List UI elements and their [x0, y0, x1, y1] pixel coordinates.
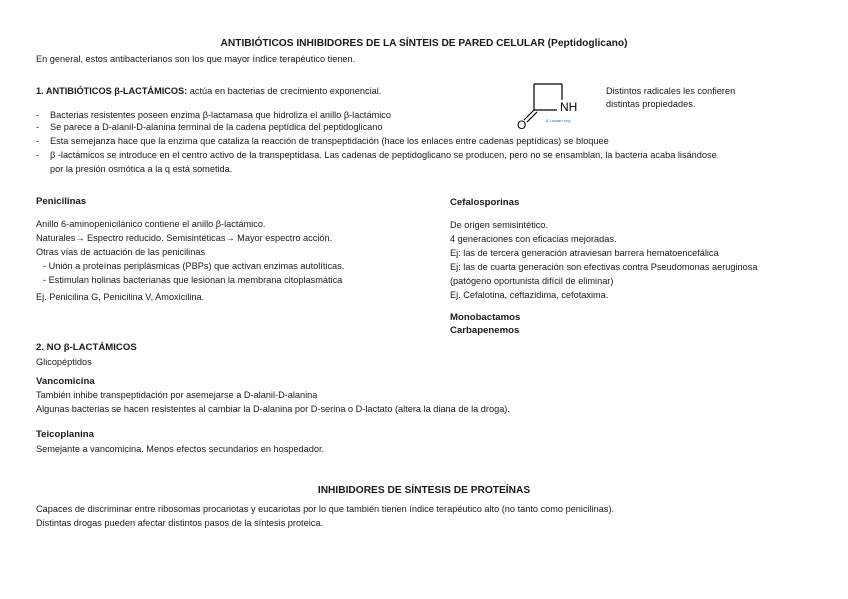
radicals-note-line: Distintos radicales les confieren — [606, 86, 736, 96]
bullet-text: Esta semejanza hace que la enzima que cataliza la reacción de transpeptidación (hace los enlaces entre cadenas peptídicas) se bloquee — [50, 136, 609, 146]
structure-caption: β-Lactam ring — [546, 118, 571, 123]
proteinas-title: INHIBIDORES DE SÍNTESIS DE PROTEÍNAS — [317, 485, 531, 496]
vancomicina-block — [36, 389, 510, 417]
proteinas-line: Capaces de discriminar entre ribosomas procariotas y eucariotas por lo que también tienen índice terapéutico alto (no tanto como penicilinas). — [36, 504, 615, 514]
cefalosporinas-block — [450, 219, 757, 303]
bullet-marker: - — [36, 110, 40, 120]
penicilinas-line: Anillo 6-aminopenicilánico contiene el anillo β-lactámico. — [36, 219, 266, 229]
vancomicina-line: También inhibe transpeptidación por asemejarse a D-alanil-D-alanina — [36, 390, 318, 400]
proteinas-block — [36, 503, 614, 531]
intro-text: En general, estos antibacterianos son los que mayor índice terapéutico tienen. — [36, 54, 356, 64]
bullet-text: por la presión osmótica a la q está sometida. — [50, 164, 233, 174]
bullet-text: β -lactámicos se introduce en el centro activo de la transpeptidasa. Las cadenas de peptidoglicano se producen, pero no se ensamblan, la bacteria acaba lisándose — [50, 150, 717, 160]
vancomicina-heading: Vancomicina — [36, 376, 95, 387]
oxygen-label: O — [517, 118, 527, 132]
carbapenemos-heading: Carbapenemos — [450, 325, 520, 336]
section1-heading — [36, 85, 381, 97]
section1-heading-desc: actúa en bacterias de crecimiento exponencial. — [187, 86, 382, 96]
sub-marker: - — [43, 275, 47, 285]
page-title: ANTIBIÓTICOS INHIBIDORES DE LA SÍNTEIS DE PARED CELULAR (Peptidoglicano) — [220, 38, 628, 49]
cefalosporinas-line: (patógeno oportunista difícil de eliminar) — [450, 276, 614, 286]
cefalosporinas-line: 4 generaciones con eficacias mejoradas. — [450, 234, 617, 244]
nh-label: NH — [560, 100, 578, 114]
penicilinas-block — [36, 218, 344, 288]
section2-heading: 2. NO β-LACTÁMICOS — [36, 342, 137, 353]
teicoplanina-heading: Teicoplanina — [36, 429, 94, 440]
proteinas-line: Distintas drogas pueden afectar distintos pasos de la síntesis proteica. — [36, 518, 324, 528]
section1-heading-label: 1. ANTIBIÓTICOS β-LACTÁMICOS: — [36, 86, 188, 96]
cefalosporinas-line: Ej: las de cuarta generación son efectivas contra Pseudomonas aeruginosa — [450, 262, 758, 272]
glicopeptidos-subheading: Glicopéptidos — [36, 357, 92, 367]
penicilinas-heading: Penicilinas — [36, 196, 87, 207]
penicilinas-line: Otras vías de actuación de las penicilinas — [36, 247, 206, 257]
bullet-text: Se parece a D-alanil-D-alanina terminal de la cadena peptídica del peptidoglicano — [50, 122, 383, 132]
cefalosporinas-line: Ej. Cefalotina, ceftazidima, cefotaxima. — [450, 290, 609, 300]
radicals-note — [606, 85, 735, 111]
penicilinas-example: Ej. Penicilina G, Penicilina V, Amoxicilina. — [36, 292, 205, 302]
bullet-text: Bacterias resistentes poseen enzima β-lactamasa que hidroliza el anillo β-lactámico — [50, 110, 391, 120]
vancomicina-line: Algunas bacterias se hacen resistentes al cambiar la D-alanina por D-serina o D-lactato (altera la diana de la droga). — [36, 404, 510, 414]
subline-text: Estimulan holinas bacterianas que lesionan la membrana citoplasmática — [48, 275, 343, 285]
cefalosporinas-line: De origen semisintético. — [450, 220, 549, 230]
bullet-marker: - — [36, 136, 40, 146]
penicilinas-subline — [36, 274, 344, 288]
penicilinas-line: Naturales→ Espectro reducido. Semisintéticas→ Mayor espectro acción. — [36, 233, 333, 243]
bullet-marker: - — [36, 150, 40, 160]
radicals-note-line: distintas propiedades. — [606, 99, 696, 109]
section1-bullets — [36, 109, 826, 179]
bullet-marker: - — [36, 122, 40, 132]
cefalosporinas-line: Ej: las de tercera generación atraviesan barrera hematoencefálica — [450, 248, 719, 258]
subline-text: Unión a proteínas periplásmicas (PBPs) que activan enzimas autolíticas. — [48, 261, 345, 271]
sub-marker: - — [43, 261, 47, 271]
monobactamos-heading: Monobactamos — [450, 312, 521, 323]
penicilinas-subline — [36, 260, 344, 274]
teicoplanina-line: Semejante a vancomicina. Menos efectos secundarios en hospedador. — [36, 444, 325, 454]
cefalosporinas-heading: Cefalosporinas — [450, 197, 520, 208]
